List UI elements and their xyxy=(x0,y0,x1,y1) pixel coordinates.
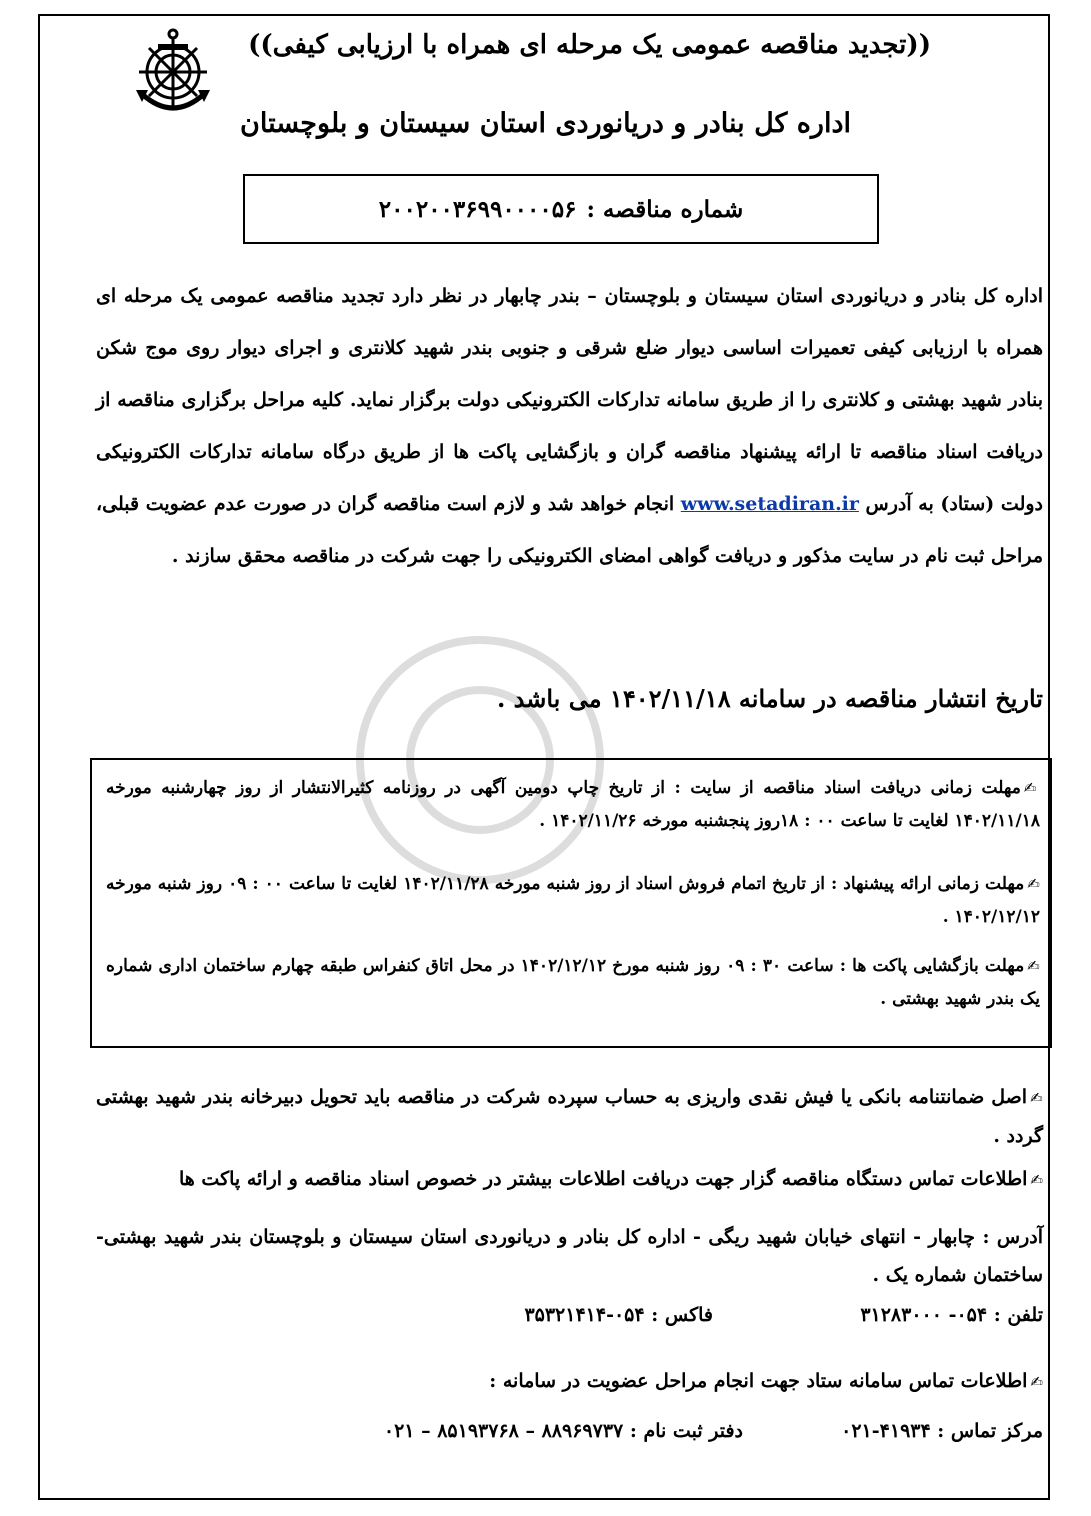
pen-icon: ✍ xyxy=(1027,875,1040,893)
setad-contact-row xyxy=(96,1420,1043,1442)
offer-deadline-label: مهلت زمانی ارائه پیشنهاد : xyxy=(830,874,1025,894)
pen-icon: ✍ xyxy=(1030,1171,1043,1189)
contact-heading xyxy=(96,1160,1043,1199)
tender-number-label: شماره مناقصه : xyxy=(586,195,744,223)
setad-contact-heading xyxy=(96,1362,1043,1401)
setad-call-center: مرکز تماس : ۴۱۹۳۴-۰۲۱ xyxy=(841,1420,1043,1442)
fax-label: فاکس : xyxy=(651,1304,713,1326)
tender-number-box xyxy=(243,174,879,244)
organization-name: اداره کل بنادر و دریانوردی استان سیستان و بلوچستان xyxy=(240,108,851,139)
document-deadline-label: مهلت زمانی دریافت اسناد مناقصه از سایت : xyxy=(674,778,1021,798)
notice-title: ((تجدید مناقصه عمومی یک مرحله ای همراه با ارزیابی کیفی)) xyxy=(248,30,931,60)
anchor-wheel-logo xyxy=(128,24,218,120)
address xyxy=(96,1218,1043,1294)
pen-icon: ✍ xyxy=(1030,1373,1043,1391)
phone xyxy=(713,1304,1043,1326)
fax xyxy=(524,1304,713,1326)
guarantee-text: اصل ضمانتنامه بانکی یا فیش نقدی واریزی به حساب سپرده شرکت در مناقصه باید تحویل دبیرخانه بندر شهید بهشتی گردد . xyxy=(96,1086,1043,1147)
setad-registration-office: دفتر ثبت نام : ۸۸۹۶۹۷۳۷ – ۸۵۱۹۳۷۶۸ – ۰۲۱ xyxy=(383,1420,743,1442)
offer-deadline xyxy=(106,868,1040,934)
phone-label: تلفن : xyxy=(993,1304,1043,1326)
opening-deadline xyxy=(106,950,1040,1016)
phone-fax-row xyxy=(96,1304,1043,1326)
publish-date: تاریخ انتشار مناقصه در سامانه ۱۴۰۲/۱۱/۱۸ می باشد . xyxy=(496,684,1043,713)
pen-icon: ✍ xyxy=(1027,957,1040,975)
setad-website-link[interactable]: www.setadiran.ir xyxy=(680,493,859,515)
intro-text-1: اداره کل بنادر و دریانوردی استان سیستان و بلوچستان – بندر چابهار در نظر دارد تجدید مناقصه عمومی یک مرحله ای همراه با ارزیابی کیفی xyxy=(96,285,1043,359)
phone-value: ۰۵۴- ۳۱۲۸۳۰۰۰ xyxy=(860,1304,994,1326)
opening-deadline-text: ساعت ۳۰ : ۰۹ روز شنبه مورخ ۱۴۰۲/۱۲/۱۲ در محل اتاق کنفراس طبقه چهارم ساختمان اداری شماره یک بندر شهید بهشتی . xyxy=(106,956,1040,1009)
address-label: آدرس : xyxy=(982,1226,1043,1248)
intro-text-2: را از طریق سامانه تدارکات الکترونیکی دولت برگزار نماید. کلیه مراحل برگزاری مناقصه از دریافت اسناد مناقصه تا ارائه پیشنهاد مناقصه گران و بازگشایی پاکت ها از طریق درگاه سامانه تدارکات الکترونیکی دولت (ستاد) به آدرس xyxy=(96,389,1044,515)
deadlines-box xyxy=(90,758,1052,1048)
intro-text-3: انجام خواهد شد و لازم است مناقصه گران در صورت عدم عضویت قبلی، مراحل ثبت نام در سایت مذکور و دریافت گواهی امضای الکترونیکی را جهت شرکت در مناقصه محقق سازند . xyxy=(96,493,1043,567)
document-deadline xyxy=(106,772,1040,838)
guarantee-note xyxy=(96,1078,1043,1155)
setad-heading-text: اطلاعات تماس سامانه ستاد جهت انجام مراحل عضویت در سامانه : xyxy=(489,1370,1028,1392)
intro-paragraph xyxy=(96,270,1043,582)
fax-value: ۰۵۴-۳۵۳۲۱۴۱۴ xyxy=(524,1304,652,1326)
document-deadline-text: از تاریخ چاپ دومین آگهی در روزنامه کثیرالانتشار از روز چهارشنبه مورخه ۱۴۰۲/۱۱/۱۸ لغایت تا ساعت ۰۰ : ۱۸روز پنجشنبه مورخه ۱۴۰۲/۱۱/۲۶ . xyxy=(106,778,1040,831)
pen-icon: ✍ xyxy=(1023,779,1040,797)
tender-number: ۲۰۰۲۰۰۳۶۹۹۰۰۰۰۵۶ xyxy=(378,195,577,223)
contact-heading-text: اطلاعات تماس دستگاه مناقصه گزار جهت دریافت اطلاعات بیشتر در خصوص اسناد مناقصه و ارائه پاکت ها xyxy=(179,1168,1028,1190)
opening-deadline-label: مهلت بازگشایی پاکت ها : xyxy=(839,956,1025,976)
pen-icon: ✍ xyxy=(1030,1089,1043,1107)
address-text: چابهار - انتهای خیابان شهید ریگی - اداره کل بنادر و دریانوردی استان سیستان و بلوچستان بندر شهید بهشتی- ساختمان شماره یک . xyxy=(96,1226,1043,1286)
tender-subject: تعمیرات اساسی دیوار ضلع شرقی و جنوبی بندر شهید کلانتری و اجرای دیوار روی موج شکن بنادر شهید بهشتی و کلانتری xyxy=(96,337,1043,411)
offer-deadline-text: از تاریخ اتمام فروش اسناد از روز شنبه مورخه ۱۴۰۲/۱۱/۲۸ لغایت تا ساعت ۰۰ : ۰۹ روز شنبه مورخه ۱۴۰۲/۱۲/۱۲ . xyxy=(106,874,1040,927)
